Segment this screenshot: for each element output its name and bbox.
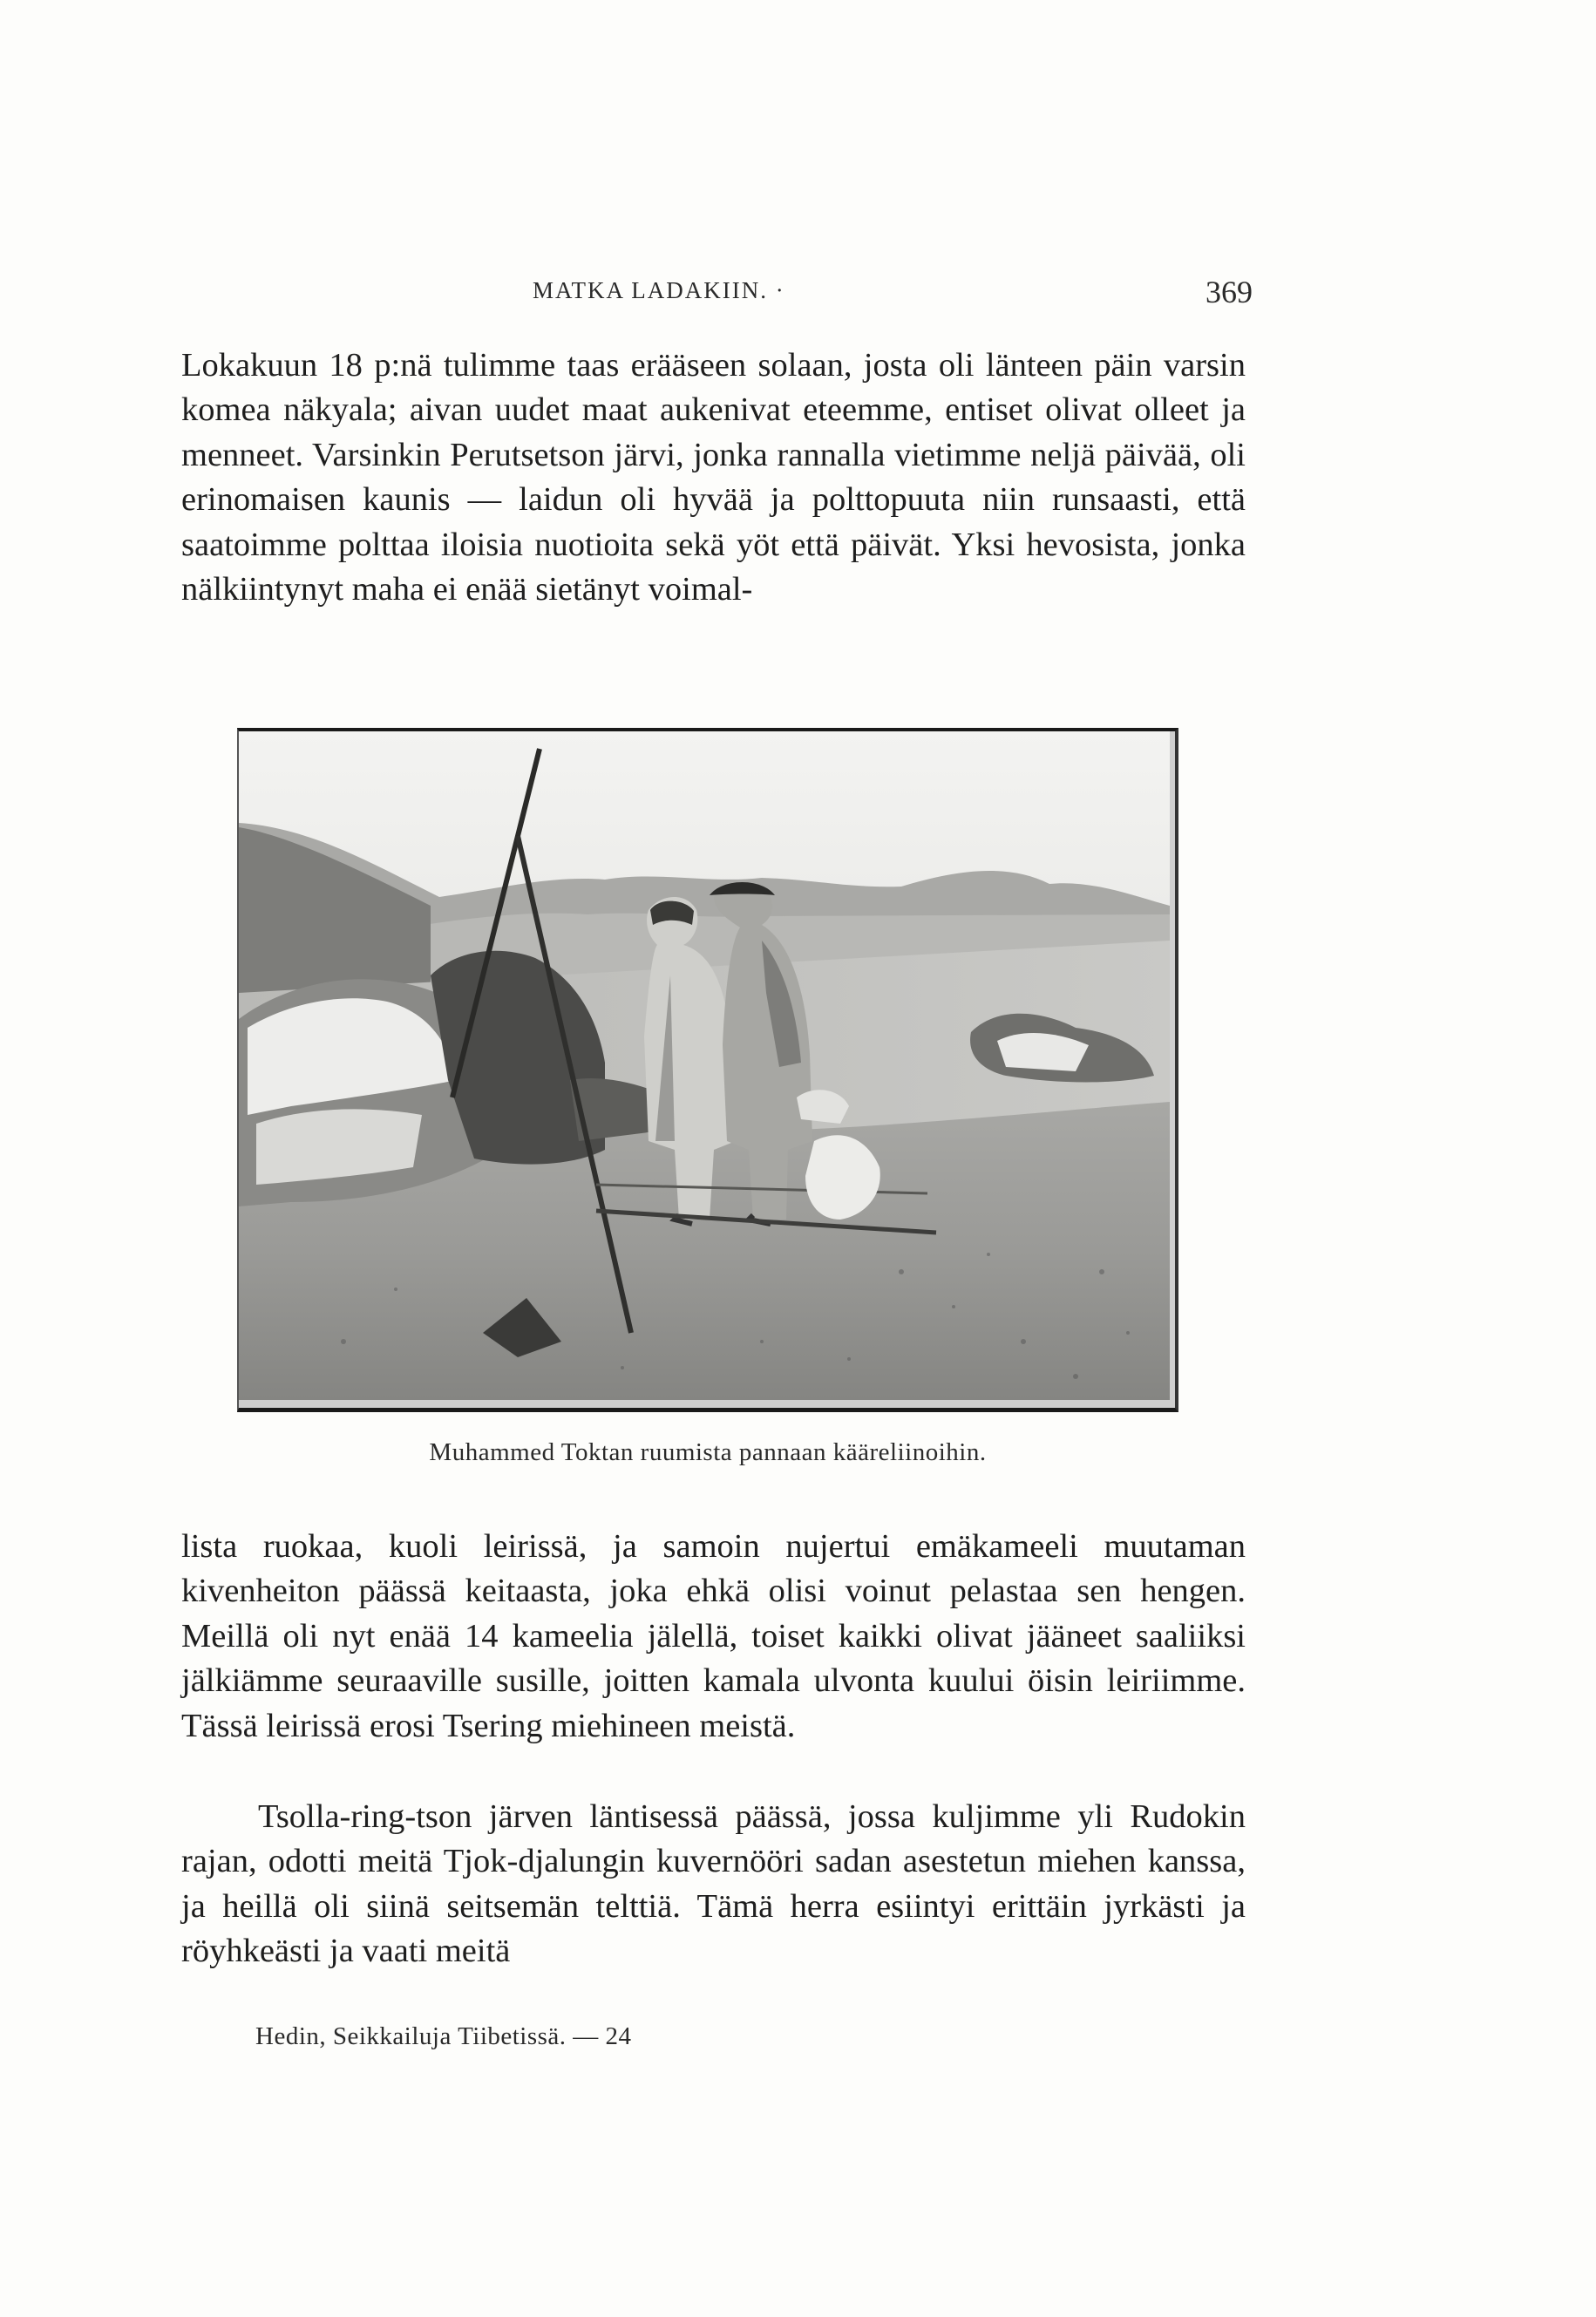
paragraph-3 xyxy=(181,1795,1246,1974)
photograph-illustration xyxy=(239,731,1170,1400)
paragraph-2-text: lista ruokaa, kuoli leirissä, ja samoin nujertui emäkameeli muutaman kivenheiton päässä keitaasta, joka ehkä olisi voinut pelastaa sen hengen. Meillä oli nyt enää 14 kameelia jälellä, toiset kaikki olivat jääneet saaliiksi jälkiämme seuraaville susille, joitten kamala ulvonta kuului öisin leiriimme. Tässä leirissä erosi Tsering miehineen meistä. xyxy=(181,1528,1246,1744)
page-number: 369 xyxy=(1205,275,1253,309)
photograph xyxy=(237,728,1178,1412)
paragraph-3-text: Tsolla-ring-tson järven läntisessä päässä, jossa kuljimme yli Rudokin rajan, odotti meitä Tjok-djalungin kuvernööri sadan asestetun miehen kanssa, ja heillä oli siinä seitsemän telttiä. Tämä herra esiintyi erittäin jyrkästi ja röyhkeästi ja vaati meitä xyxy=(181,1798,1246,1970)
paragraph-1 xyxy=(181,343,1246,612)
running-title: MATKA LADAKIIN. · xyxy=(533,277,785,303)
figure-caption: Muhammed Toktan ruumista pannaan kääreliinoihin. xyxy=(429,1438,987,1466)
paragraph-1-text: Lokakuun 18 p:nä tulimme taas erääseen solaan, josta oli länteen päin varsin komea näkyala; aivan uudet maat aukenivat eteemme, entiset olivat olleet ja menneet. Varsinkin Perutsetson järvi, jonka rannalla vietimme neljä päivää, oli erinomaisen kaunis — laidun oli hyvää ja polttopuuta niin runsaasti, että saatoimme polttaa iloisia nuotioita sekä yöt että päivät. Yksi hevosista, jonka nälkiintynyt maha ei enää sietänyt voimal- xyxy=(181,347,1246,608)
paragraph-2 xyxy=(181,1525,1246,1749)
running-head xyxy=(533,277,1253,312)
signature-mark: Hedin, Seikkailuja Tiibetissä. — 24 xyxy=(255,2022,632,2050)
